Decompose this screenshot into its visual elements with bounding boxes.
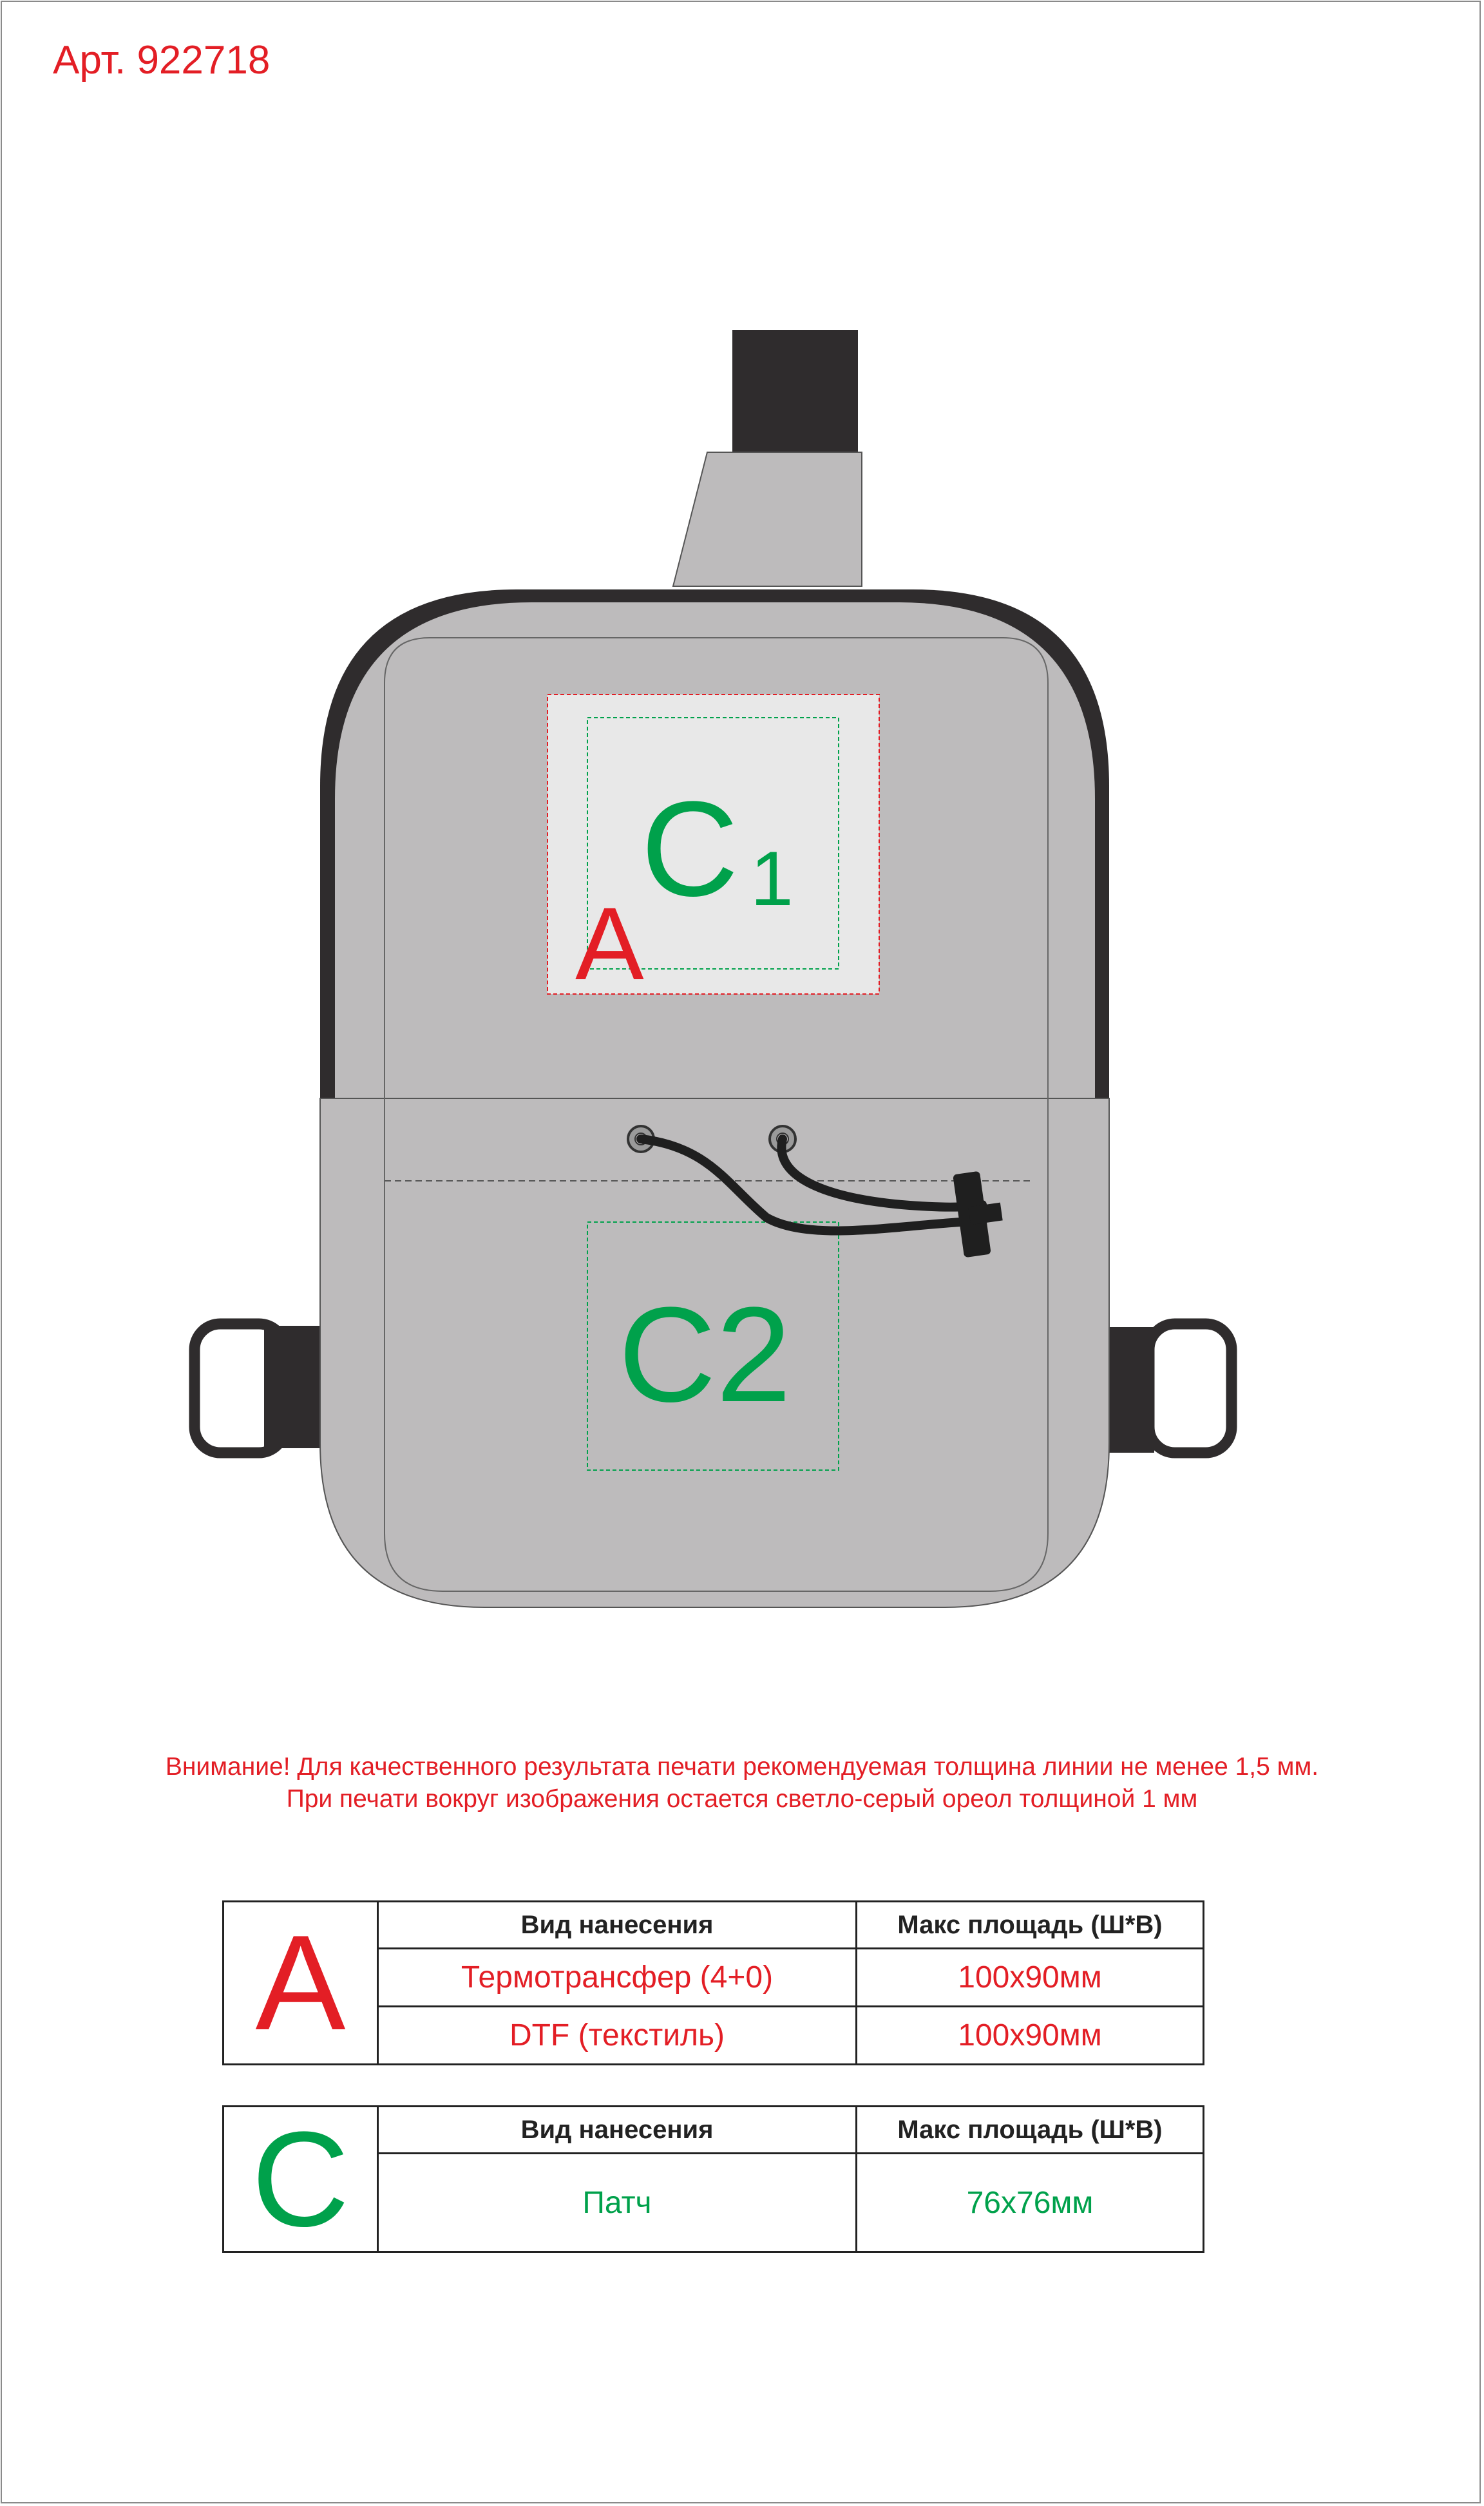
table-c-letter: C <box>224 2107 378 2252</box>
table-a-method-2: DTF (текстиль) <box>378 2007 857 2065</box>
print-warning <box>0 1751 1484 1815</box>
left-handle-tab <box>264 1326 322 1448</box>
table-a-header-area: Макс площадь (Ш*В) <box>857 1902 1204 1949</box>
zone-c2-label: C2 <box>618 1279 792 1430</box>
zone-a-letter: A <box>575 886 644 1001</box>
warning-line-2: При печати вокруг изображения остается светло-серый ореол толщиной 1 мм <box>286 1785 1198 1813</box>
strap-lower <box>673 452 862 586</box>
table-c-area-1: 76х76мм <box>857 2154 1204 2252</box>
zone-c1-letter: C <box>641 773 739 924</box>
table-a-letter: A <box>224 1902 378 2065</box>
spec-table-a <box>222 1900 1204 2065</box>
warning-line-1: Внимание! Для качественного результата печати рекомендуемая толщина линии не менее 1,5 мм. <box>165 1753 1319 1781</box>
table-c-header-method: Вид нанесения <box>378 2107 857 2154</box>
zone-c1-index: 1 <box>750 836 794 922</box>
article-number: Арт. 922718 <box>53 38 271 82</box>
table-c-method-1: Патч <box>378 2154 857 2252</box>
right-handle-ring <box>1149 1324 1232 1453</box>
right-handle-tab <box>1103 1327 1154 1453</box>
table-a-header-method: Вид нанесения <box>378 1902 857 1949</box>
spec-table-c <box>222 2105 1204 2253</box>
table-a-area-1: 100х90мм <box>857 1949 1204 2007</box>
table-a-method-1: Термотрансфер (4+0) <box>378 1949 857 2007</box>
strap-top <box>732 330 858 459</box>
table-c-header-area: Макс площадь (Ш*В) <box>857 2107 1204 2154</box>
table-a-area-2: 100х90мм <box>857 2007 1204 2065</box>
